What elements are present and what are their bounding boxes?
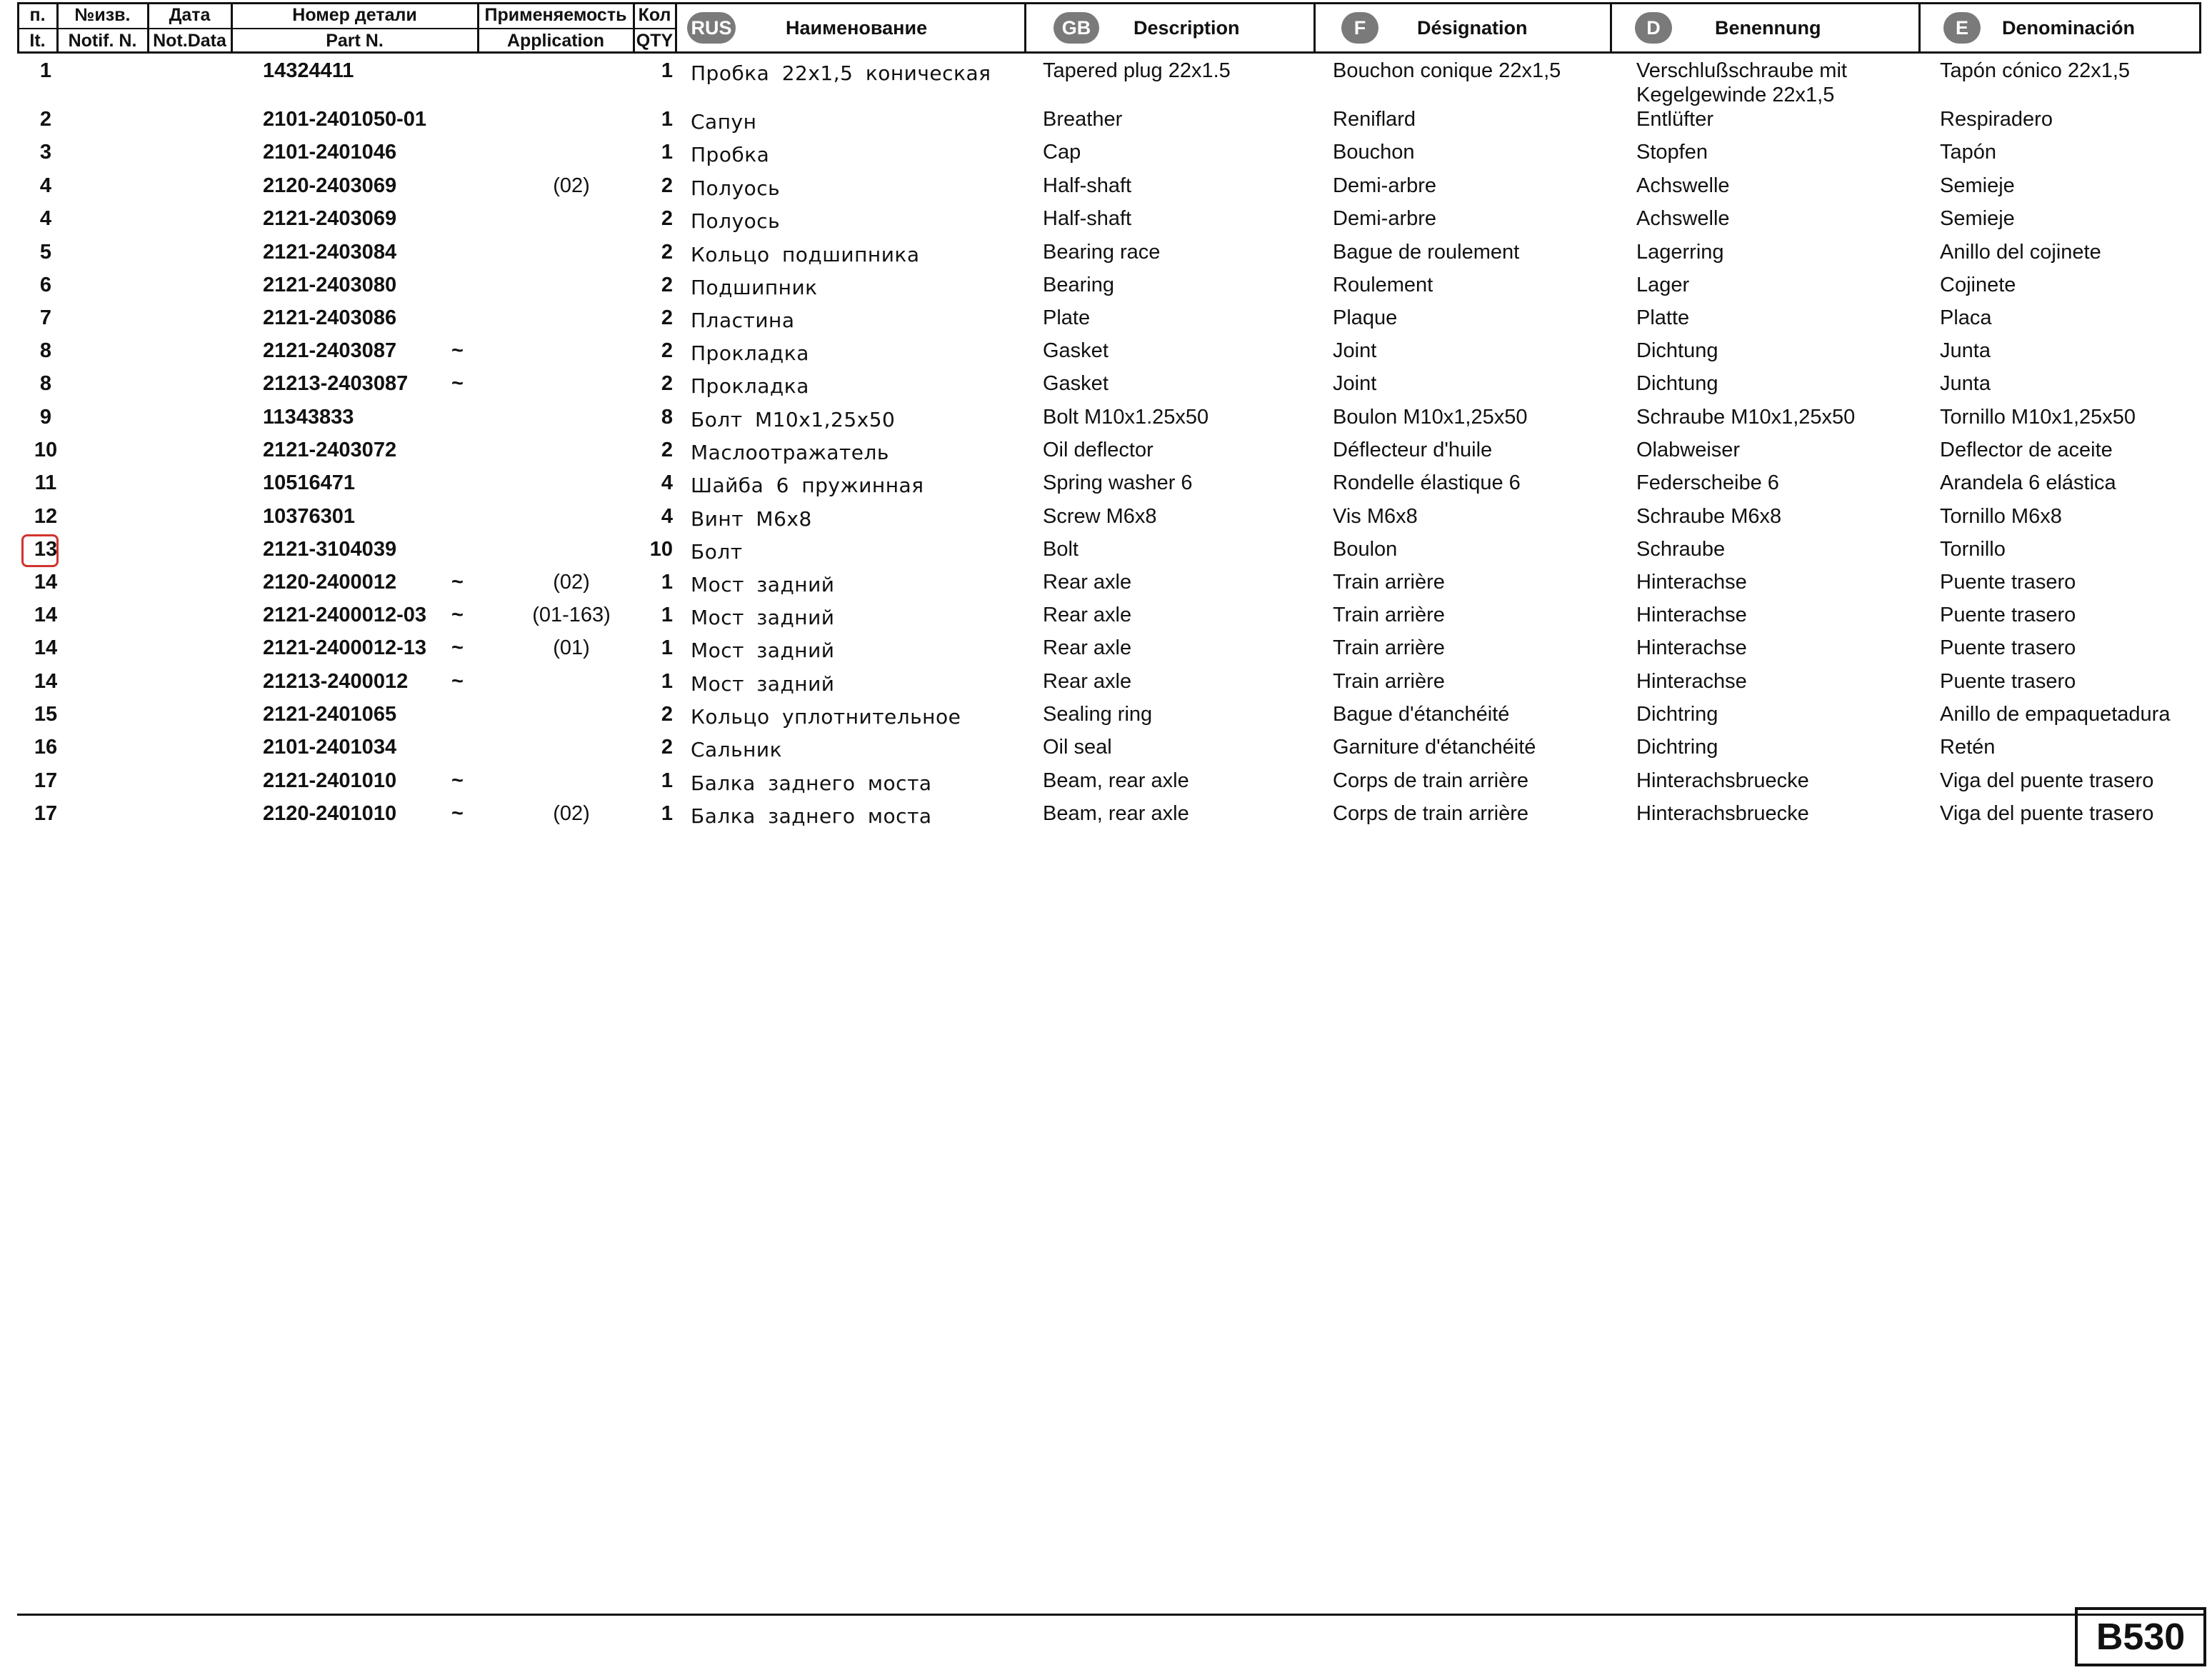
name-rus: Шайба 6 пружинная [691, 474, 924, 497]
denominacion-es: Junta [1940, 339, 1991, 362]
designation-fr: Corps de train arrière [1333, 769, 1528, 792]
description-gb: Bolt [1043, 538, 1079, 561]
quantity: 2 [661, 736, 673, 759]
quantity: 1 [661, 59, 673, 82]
denominacion-es: Deflector de aceite [1940, 439, 2113, 461]
quantity: 2 [661, 174, 673, 197]
part-number: 2121-2403069 [263, 207, 397, 230]
item-number: 14 [34, 636, 58, 659]
es-badge-icon: E [1943, 12, 1981, 44]
item-number: 14 [34, 670, 58, 693]
denominacion-es: Retén [1940, 736, 1996, 759]
designation-fr: Corps de train arrière [1333, 802, 1528, 825]
header-lang-title: Denominación [2002, 16, 2136, 39]
description-gb: Beam, rear axle [1043, 802, 1189, 825]
quantity: 1 [661, 636, 673, 659]
quantity: 1 [661, 141, 673, 164]
description-gb: Gasket [1043, 372, 1108, 395]
table-row [0, 504, 2212, 537]
name-rus: Сапун [691, 110, 757, 134]
designation-fr: Train arrière [1333, 604, 1445, 626]
description-gb: Beam, rear axle [1043, 769, 1189, 792]
description-gb: Spring washer 6 [1043, 471, 1193, 494]
item-number: 17 [34, 769, 58, 792]
denominacion-es: Semieje [1940, 207, 2015, 230]
quantity: 2 [661, 274, 673, 296]
designation-fr: Joint [1333, 339, 1377, 362]
header-application-en: Application [506, 31, 605, 51]
part-number: 2121-2403087 [263, 339, 397, 362]
header-lang-title: Description [1133, 16, 1240, 39]
table-row [0, 107, 2212, 140]
benennung-de: Dichtring [1636, 703, 1718, 726]
header-lang-fr [1316, 2, 1610, 54]
name-rus: Мост задний [691, 606, 835, 629]
name-rus: Пробка 22х1,5 коническая [691, 61, 991, 85]
header-lang-es [1921, 2, 2201, 54]
header-qty-ru: Кол [638, 5, 671, 25]
rus-badge-icon: RUS [687, 12, 736, 44]
table-row [0, 206, 2212, 239]
table-row [0, 570, 2212, 603]
name-rus: Маслоотражатель [691, 441, 889, 464]
denominacion-es: Tornillo M10x1,25x50 [1940, 406, 2136, 429]
benennung-de: Dichtung [1636, 339, 1718, 362]
name-rus: Подшипник [691, 276, 818, 299]
item-number: 11 [34, 471, 57, 494]
denominacion-es: Viga del puente trasero [1940, 769, 2154, 792]
benennung-de: Federscheibe 6 [1636, 471, 1779, 494]
designation-fr: Garniture d'étanchéité [1333, 736, 1536, 759]
designation-fr: Bouchon conique 22x1,5 [1333, 59, 1561, 82]
benennung-de: Lagerring [1636, 241, 1724, 264]
quantity: 2 [661, 439, 673, 461]
part-number: 2101-2401050-01 [263, 108, 426, 131]
table-row [0, 405, 2212, 438]
quantity: 2 [661, 372, 673, 395]
table-row [0, 240, 2212, 273]
name-rus: Болт М10х1,25х50 [691, 408, 896, 431]
item-number: 16 [34, 736, 58, 759]
item-number: 4 [39, 207, 52, 230]
description-gb: Rear axle [1043, 571, 1132, 594]
denominacion-es: Respiradero [1940, 108, 2053, 131]
table-row [0, 306, 2212, 339]
table-row [0, 140, 2212, 173]
description-gb: Breather [1043, 108, 1123, 131]
application: (01-163) [532, 604, 611, 626]
benennung-de-line2: Kegelgewinde 22x1,5 [1636, 84, 1835, 106]
designation-fr: Bague d'étanchéité [1333, 703, 1510, 726]
variant-mark: ~ [451, 636, 464, 659]
denominacion-es: Tornillo M6x8 [1940, 505, 2062, 528]
name-rus: Пластина [691, 309, 795, 332]
designation-fr: Train arrière [1333, 571, 1445, 594]
denominacion-es: Anillo de empaquetadura [1940, 703, 2171, 726]
denominacion-es: Puente trasero [1940, 636, 2076, 659]
table-row [0, 769, 2212, 801]
denominacion-es: Tapón cónico 22x1,5 [1940, 59, 2131, 82]
designation-fr: Demi-arbre [1333, 207, 1437, 230]
part-number: 2101-2401034 [263, 736, 397, 759]
name-rus: Пробка [691, 143, 770, 166]
name-rus: Прокладка [691, 374, 809, 398]
part-number: 2121-2401065 [263, 703, 397, 726]
benennung-de: Hinterachse [1636, 604, 1747, 626]
item-number: 3 [39, 141, 52, 164]
benennung-de: Schraube M10x1,25x50 [1636, 406, 1856, 429]
table-row [0, 702, 2212, 735]
variant-mark: ~ [451, 769, 464, 792]
designation-fr: Boulon M10x1,25x50 [1333, 406, 1528, 429]
part-number: 2121-2403080 [263, 274, 397, 296]
description-gb: Rear axle [1043, 604, 1132, 626]
benennung-de: Entlüfter [1636, 108, 1713, 131]
name-rus: Полуось [691, 209, 781, 233]
designation-fr: Train arrière [1333, 636, 1445, 659]
part-number: 2120-2403069 [263, 174, 397, 197]
quantity: 2 [661, 703, 673, 726]
application: (01) [553, 636, 590, 659]
quantity: 1 [661, 604, 673, 626]
item-number: 10 [34, 439, 58, 461]
part-number: 10516471 [263, 471, 356, 494]
description-gb: Rear axle [1043, 670, 1132, 693]
benennung-de: Lager [1636, 274, 1690, 296]
header-notif-en: Notif. N. [68, 31, 137, 51]
designation-fr: Déflecteur d'huile [1333, 439, 1493, 461]
description-gb: Screw M6x8 [1043, 505, 1157, 528]
item-number: 8 [39, 339, 52, 362]
table-row [0, 603, 2212, 636]
header-notif-ru: №изв. [74, 5, 131, 25]
header-application-ru: Применяемость [484, 5, 627, 25]
description-gb: Rear axle [1043, 636, 1132, 659]
quantity: 4 [661, 505, 673, 528]
benennung-de: Hinterachse [1636, 571, 1747, 594]
name-rus: Винт М6х8 [691, 507, 812, 531]
part-number: 2101-2401046 [263, 141, 397, 164]
table-row [0, 537, 2212, 570]
footer-rule [17, 1614, 2204, 1616]
application: (02) [553, 802, 590, 825]
designation-fr: Rondelle élastique 6 [1333, 471, 1521, 494]
header-lang-de [1612, 2, 1918, 54]
benennung-de: Hinterachse [1636, 636, 1747, 659]
part-number: 14324411 [263, 59, 354, 82]
part-number: 2120-2401010 [263, 802, 397, 825]
variant-mark: ~ [451, 604, 464, 626]
name-rus: Мост задний [691, 573, 835, 596]
denominacion-es: Anillo del cojinete [1940, 241, 2101, 264]
benennung-de: Achswelle [1636, 174, 1730, 197]
variant-mark: ~ [451, 670, 464, 693]
description-gb: Half-shaft [1043, 174, 1132, 197]
item-number: 1 [39, 59, 52, 82]
name-rus: Прокладка [691, 341, 809, 365]
benennung-de: Hinterachsbruecke [1636, 769, 1809, 792]
denominacion-es: Cojinete [1940, 274, 2016, 296]
denominacion-es: Placa [1940, 306, 1992, 329]
item-number: 14 [34, 604, 58, 626]
denominacion-es: Junta [1940, 372, 1991, 395]
quantity: 2 [661, 207, 673, 230]
table-row [0, 273, 2212, 306]
fr-badge-icon: F [1341, 12, 1378, 44]
item-number: 6 [39, 274, 52, 296]
part-number: 2121-2403072 [263, 439, 397, 461]
header-date-ru: Дата [169, 5, 211, 25]
header-lang-title: Наименование [786, 16, 928, 39]
gb-badge-icon: GB [1054, 12, 1099, 44]
description-gb: Oil deflector [1043, 439, 1153, 461]
header-item-ru: п. [29, 5, 46, 25]
header-lang-rus [677, 2, 1024, 54]
part-number: 11343833 [263, 406, 354, 429]
quantity: 8 [661, 406, 673, 429]
designation-fr: Reniflard [1333, 108, 1416, 131]
part-number: 2121-2403084 [263, 241, 397, 264]
table-header [17, 2, 2203, 54]
variant-mark: ~ [451, 339, 464, 362]
item-number: 5 [39, 241, 52, 264]
designation-fr: Plaque [1333, 306, 1398, 329]
part-number: 2121-2403086 [263, 306, 397, 329]
description-gb: Bearing [1043, 274, 1114, 296]
description-gb: Cap [1043, 141, 1081, 164]
name-rus: Болт [691, 540, 743, 564]
designation-fr: Vis M6x8 [1333, 505, 1418, 528]
de-badge-icon: D [1635, 12, 1672, 44]
part-number: 21213-2403087 [263, 372, 409, 395]
name-rus: Балка заднего моста [691, 771, 932, 795]
designation-fr: Bouchon [1333, 141, 1415, 164]
part-number: 2121-2400012-03 [263, 604, 426, 626]
benennung-de: Verschlußschraube mit [1636, 59, 1847, 82]
part-number: 2121-3104039 [263, 538, 397, 561]
denominacion-es: Puente trasero [1940, 604, 2076, 626]
denominacion-es: Puente trasero [1940, 670, 2076, 693]
header-item-en: It. [29, 31, 46, 51]
benennung-de: Hinterachse [1636, 670, 1747, 693]
quantity: 1 [661, 108, 673, 131]
item-number: 13 [34, 538, 58, 561]
quantity: 2 [661, 306, 673, 329]
header-lang-gb [1026, 2, 1313, 54]
item-number: 9 [39, 406, 52, 429]
benennung-de: Dichtung [1636, 372, 1718, 395]
description-gb: Sealing ring [1043, 703, 1153, 726]
description-gb: Bearing race [1043, 241, 1161, 264]
denominacion-es: Puente trasero [1940, 571, 2076, 594]
name-rus: Полуось [691, 176, 781, 200]
header-date-en: Not.Data [153, 31, 226, 51]
benennung-de: Dichtring [1636, 736, 1718, 759]
part-number: 21213-2400012 [263, 670, 409, 693]
table-row [0, 801, 2212, 834]
designation-fr: Demi-arbre [1333, 174, 1437, 197]
name-rus: Кольцо уплотнительное [691, 705, 961, 729]
application: (02) [553, 571, 590, 594]
table-row [0, 174, 2212, 206]
item-number: 2 [39, 108, 52, 131]
item-number: 14 [34, 571, 58, 594]
item-number: 4 [39, 174, 52, 197]
denominacion-es: Tornillo [1940, 538, 2006, 561]
part-number: 2121-2400012-13 [263, 636, 426, 659]
denominacion-es: Semieje [1940, 174, 2015, 197]
description-gb: Tapered plug 22x1.5 [1043, 59, 1231, 82]
item-number: 7 [39, 306, 52, 329]
quantity: 2 [661, 339, 673, 362]
name-rus: Мост задний [691, 672, 835, 696]
table-row [0, 669, 2212, 702]
variant-mark: ~ [451, 372, 464, 395]
item-number: 15 [34, 703, 58, 726]
description-gb: Half-shaft [1043, 207, 1132, 230]
table-row [0, 636, 2212, 669]
table-row [0, 59, 2212, 106]
benennung-de: Platte [1636, 306, 1690, 329]
quantity: 1 [661, 769, 673, 792]
quantity: 1 [661, 571, 673, 594]
description-gb: Oil seal [1043, 736, 1112, 759]
quantity: 1 [661, 802, 673, 825]
quantity: 1 [661, 670, 673, 693]
benennung-de: Schraube M6x8 [1636, 505, 1782, 528]
quantity: 10 [649, 538, 673, 561]
table-row [0, 438, 2212, 471]
description-gb: Bolt M10x1.25x50 [1043, 406, 1209, 429]
name-rus: Балка заднего моста [691, 804, 932, 828]
application: (02) [553, 174, 590, 197]
part-number: 2120-2400012 [263, 571, 397, 594]
benennung-de: Stopfen [1636, 141, 1708, 164]
description-gb: Plate [1043, 306, 1091, 329]
designation-fr: Bague de roulement [1333, 241, 1520, 264]
header-lang-title: Désignation [1417, 16, 1528, 39]
benennung-de: Schraube [1636, 538, 1726, 561]
table-row [0, 339, 2212, 371]
designation-fr: Boulon [1333, 538, 1398, 561]
item-number: 12 [34, 505, 58, 528]
header-lang-title: Benennung [1715, 16, 1821, 39]
table-row [0, 471, 2212, 504]
designation-fr: Joint [1333, 372, 1377, 395]
table-row [0, 371, 2212, 404]
header-part-en: Part N. [326, 31, 384, 51]
table-row [0, 735, 2212, 768]
header-qty-en: QTY [636, 31, 674, 51]
benennung-de: Olabweiser [1636, 439, 1741, 461]
denominacion-es: Tapón [1940, 141, 1997, 164]
denominacion-es: Arandela 6 elástica [1940, 471, 2116, 494]
description-gb: Gasket [1043, 339, 1108, 362]
quantity: 4 [661, 471, 673, 494]
designation-fr: Train arrière [1333, 670, 1445, 693]
part-number: 2121-2401010 [263, 769, 397, 792]
name-rus: Кольцо подшипника [691, 243, 920, 266]
designation-fr: Roulement [1333, 274, 1433, 296]
item-number: 8 [39, 372, 52, 395]
benennung-de: Achswelle [1636, 207, 1730, 230]
header-part-ru: Номер детали [292, 5, 417, 25]
benennung-de: Hinterachsbruecke [1636, 802, 1809, 825]
part-number: 10376301 [263, 505, 356, 528]
quantity: 2 [661, 241, 673, 264]
page-number: B530 [2075, 1607, 2206, 1666]
denominacion-es: Viga del puente trasero [1940, 802, 2154, 825]
item-number: 17 [34, 802, 58, 825]
variant-mark: ~ [451, 802, 464, 825]
variant-mark: ~ [451, 571, 464, 594]
name-rus: Мост задний [691, 639, 835, 662]
name-rus: Сальник [691, 738, 783, 761]
